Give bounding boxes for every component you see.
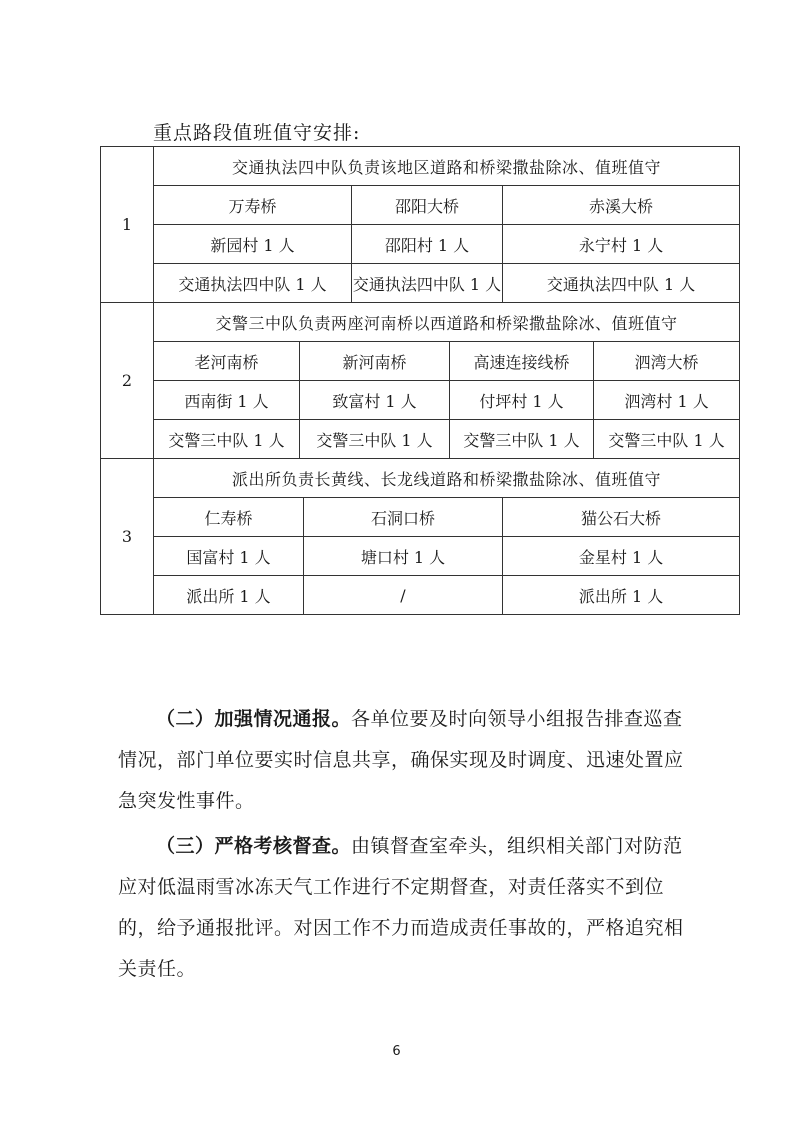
village-staff: 致富村 1 人 — [300, 381, 450, 420]
paragraph-lead: （三）严格考核督查。 — [156, 835, 352, 857]
section-number: 3 — [101, 459, 154, 615]
unit-staff: 派出所 1 人 — [154, 576, 304, 615]
section-number: 2 — [101, 303, 154, 459]
paragraph-body: 由镇督查室牵头，组织相关部门对防范应对低温雨雪冰冻天气工作进行不定期督查，对责任落实不到位的，给予通报批评。对因工作不力而造成责任事故的，严格追究相关责任。 — [118, 835, 684, 980]
bridge-name: 泗湾大桥 — [594, 342, 740, 381]
bridge-name: 老河南桥 — [154, 342, 300, 381]
unit-staff: 交通执法四中队 1 人 — [352, 264, 503, 303]
village-staff: 付坪村 1 人 — [450, 381, 594, 420]
table-row — [101, 498, 740, 537]
bridge-name: 石洞口桥 — [304, 498, 503, 537]
bridge-name: 新河南桥 — [300, 342, 450, 381]
section-header: 交通执法四中队负责该地区道路和桥梁撒盐除冰、值班值守 — [154, 147, 740, 186]
table-row — [101, 147, 740, 186]
table-heading: 重点路段值班值守安排: — [153, 122, 361, 144]
unit-staff: 交警三中队 1 人 — [450, 420, 594, 459]
village-staff: 永宁村 1 人 — [503, 225, 740, 264]
unit-staff: 交警三中队 1 人 — [594, 420, 740, 459]
table-row — [101, 459, 740, 498]
section-header: 交警三中队负责两座河南桥以西道路和桥梁撒盐除冰、值班值守 — [154, 303, 740, 342]
village-staff: 新园村 1 人 — [154, 225, 352, 264]
unit-staff: 交通执法四中队 1 人 — [503, 264, 740, 303]
table-row — [101, 186, 740, 225]
table-row — [101, 342, 740, 381]
unit-staff: 交警三中队 1 人 — [300, 420, 450, 459]
table-row — [101, 264, 740, 303]
bridge-name: 万寿桥 — [154, 186, 352, 225]
table-row — [101, 225, 740, 264]
unit-staff: 交通执法四中队 1 人 — [154, 264, 352, 303]
table-row — [101, 303, 740, 342]
section-header: 派出所负责长黄线、长龙线道路和桥梁撒盐除冰、值班值守 — [154, 459, 740, 498]
paragraph-body: 各单位要及时向领导小组报告排查巡查情况，部门单位要实时信息共享，确保实现及时调度、迅速处置应急突发性事件。 — [118, 708, 684, 812]
bridge-name: 猫公石大桥 — [503, 498, 740, 537]
bridge-name: 赤溪大桥 — [503, 186, 740, 225]
section-number: 1 — [101, 147, 154, 303]
village-staff: 泗湾村 1 人 — [594, 381, 740, 420]
paragraph-lead: （二）加强情况通报。 — [156, 708, 352, 730]
duty-schedule-table — [100, 146, 740, 615]
village-staff: 塘口村 1 人 — [304, 537, 503, 576]
village-staff: 金星村 1 人 — [503, 537, 740, 576]
table-row — [101, 537, 740, 576]
unit-staff: / — [304, 576, 503, 615]
village-staff: 邵阳村 1 人 — [352, 225, 503, 264]
table-row — [101, 576, 740, 615]
paragraph-situation-report — [118, 699, 694, 822]
bridge-name: 仁寿桥 — [154, 498, 304, 537]
village-staff: 国富村 1 人 — [154, 537, 304, 576]
bridge-name: 邵阳大桥 — [352, 186, 503, 225]
table-row — [101, 420, 740, 459]
page-number: 6 — [392, 1044, 401, 1059]
paragraph-inspection — [118, 826, 694, 990]
unit-staff: 交警三中队 1 人 — [154, 420, 300, 459]
unit-staff: 派出所 1 人 — [503, 576, 740, 615]
bridge-name: 高速连接线桥 — [450, 342, 594, 381]
table-row — [101, 381, 740, 420]
village-staff: 西南街 1 人 — [154, 381, 300, 420]
